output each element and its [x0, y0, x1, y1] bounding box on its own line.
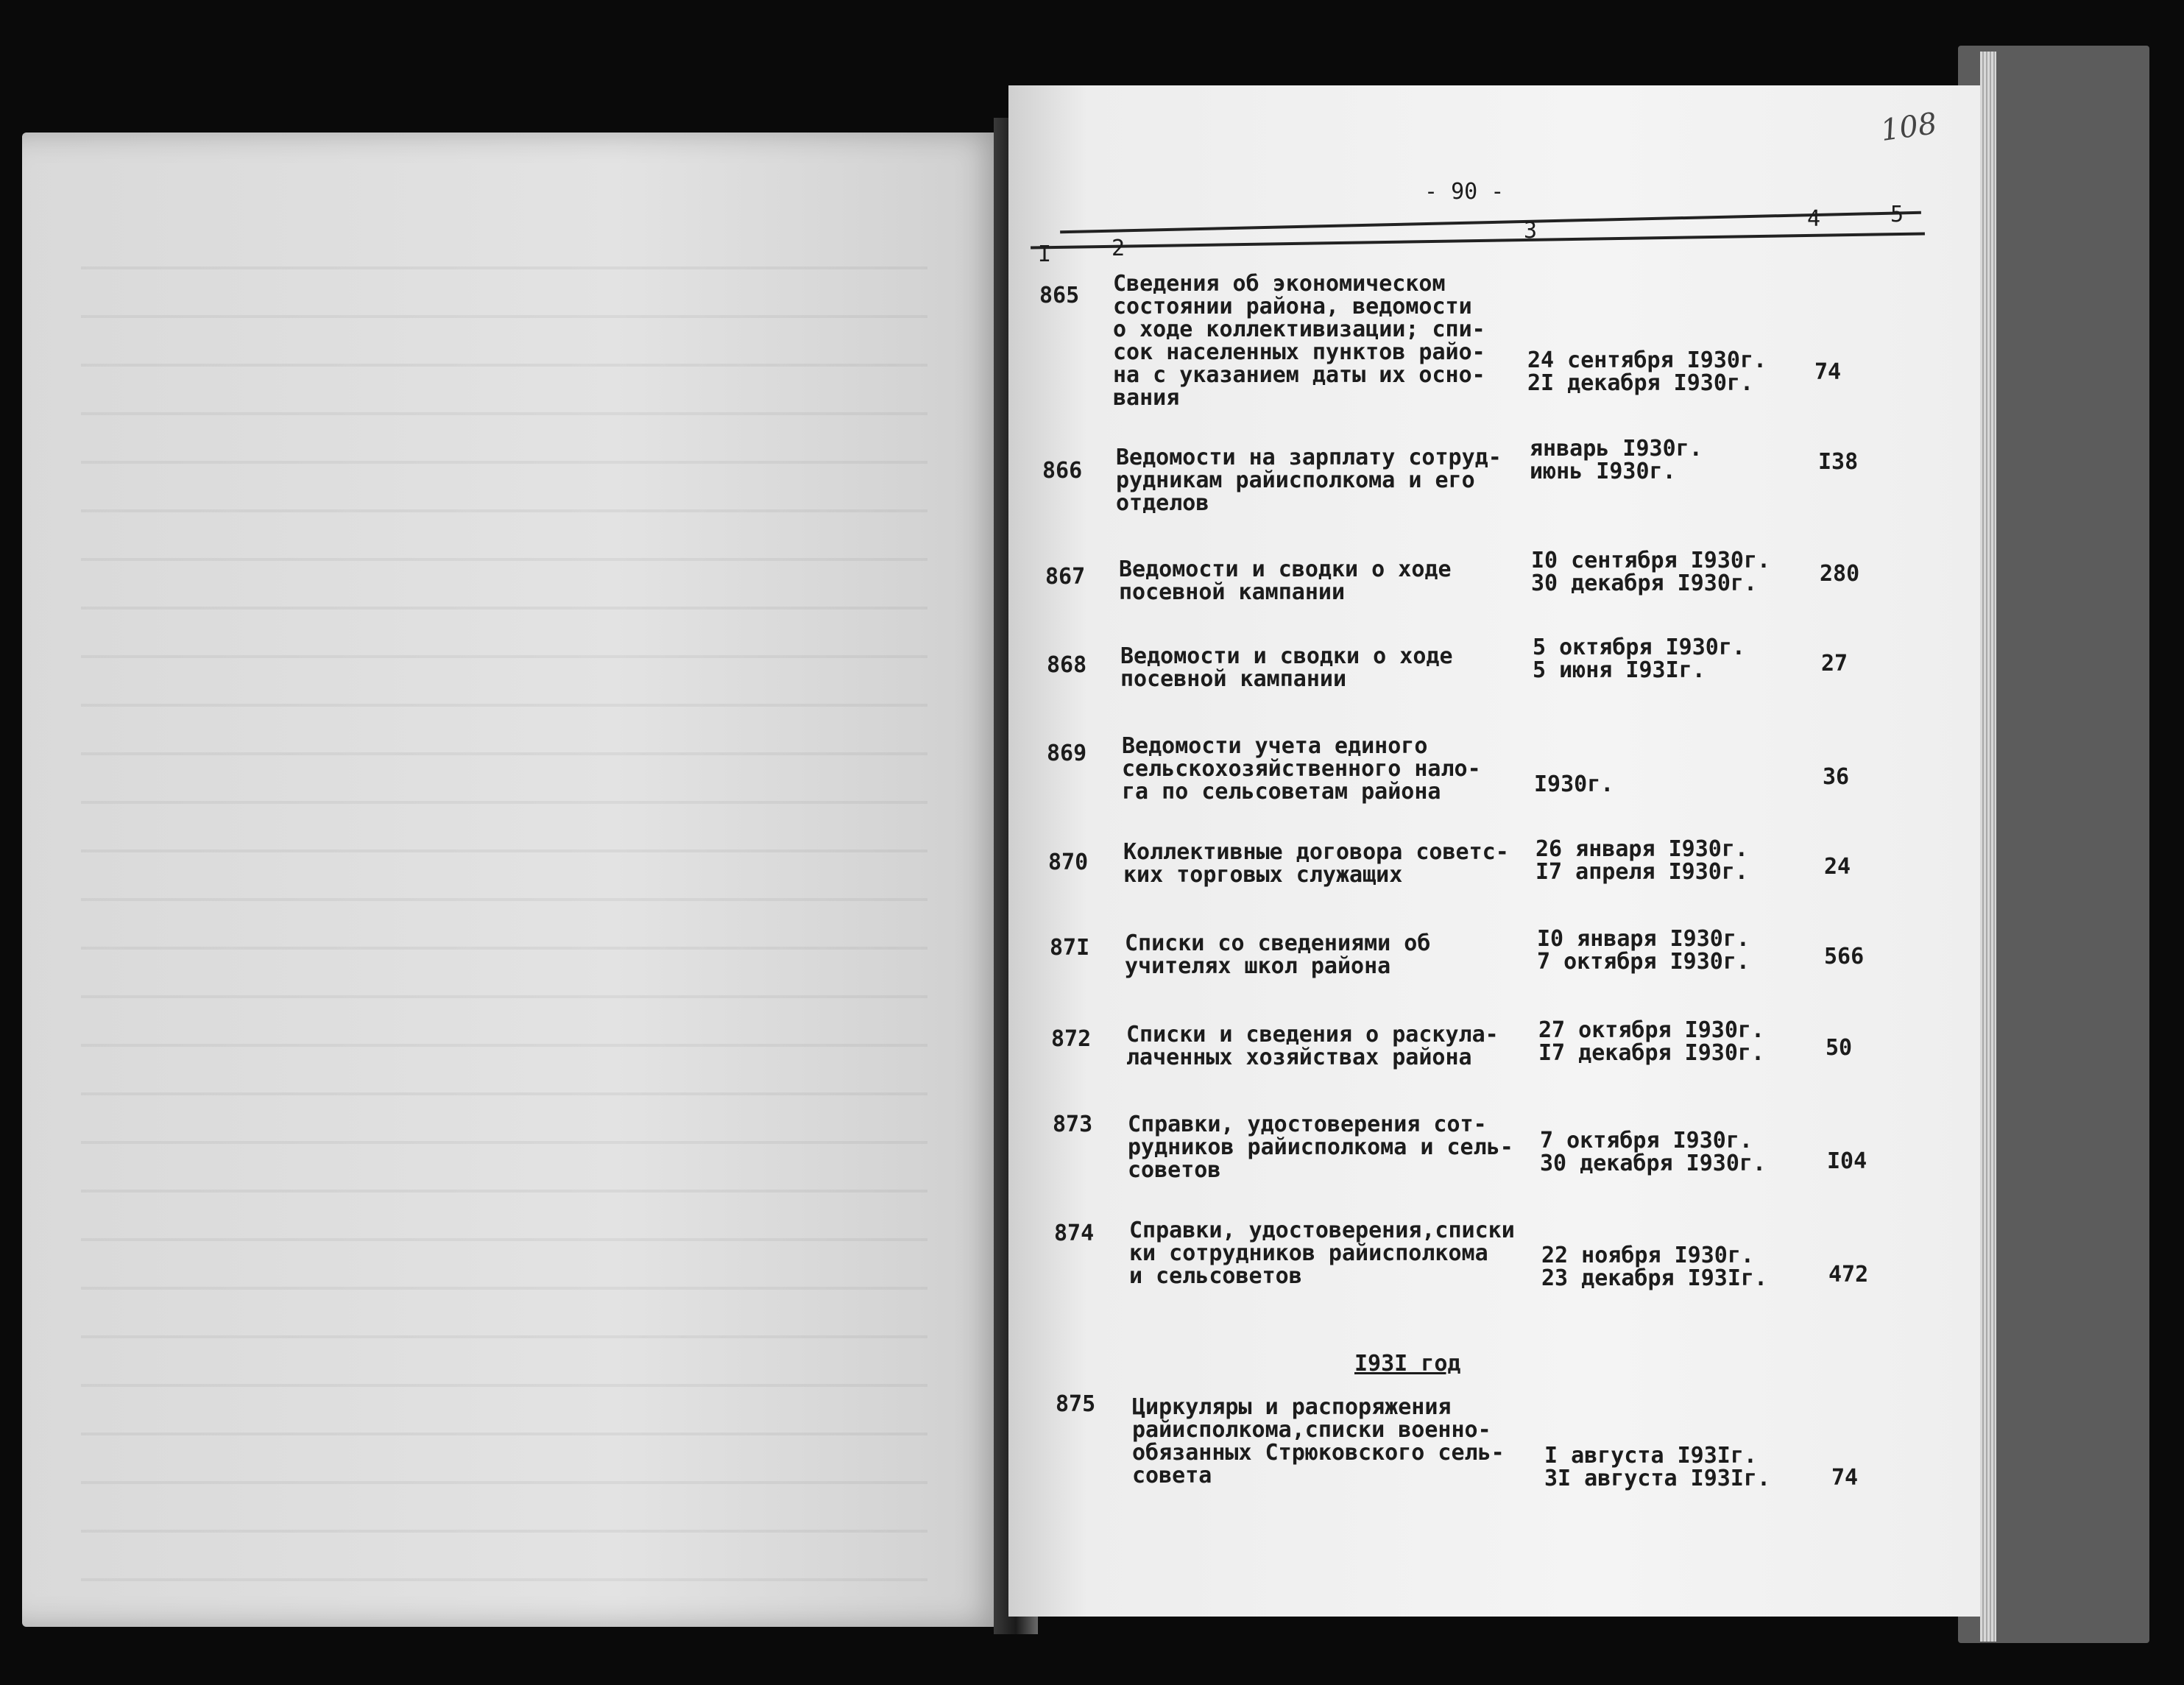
row-dates: I930г.	[1534, 771, 1614, 797]
row-title: Циркуляры и распоряжения райисполкома,списки военно- обязанных Стрюковского сель- совета	[1132, 1394, 1505, 1488]
row-sheets: 472	[1828, 1262, 1869, 1287]
row-dates: I0 января I930г. 7 октября I930г.	[1537, 926, 1750, 975]
row-sheets: 50	[1826, 1035, 1853, 1061]
row-dates: 26 января I930г. I7 апреля I930г.	[1535, 836, 1748, 885]
row-dates: январь I930г. июнь I930г.	[1530, 436, 1703, 484]
row-title: Справки, удостоверения сот- рудников райисполкома и сель- советов	[1128, 1112, 1513, 1183]
column-header-4: 4	[1807, 206, 1821, 232]
column-header-2: 2	[1112, 236, 1125, 261]
row-title: Сведения об экономическом состоянии района, ведомости о ходе коллективизации; спи- сок населенных пунктов райо- на с указанием даты их осно- вания	[1113, 271, 1485, 411]
row-dates: 24 сентября I930г. 2I декабря I930г.	[1527, 347, 1767, 396]
row-title: Списки со сведениями об учителях школ района	[1125, 930, 1431, 979]
row-sheets: 566	[1824, 944, 1865, 969]
row-title: Ведомости учета единого сельскохозяйственного нало- га по сельсоветам района	[1122, 733, 1481, 805]
row-title: Списки и сведения о раскула- лаченных хозяйствах района	[1126, 1022, 1499, 1070]
row-number: 865	[1039, 283, 1080, 308]
left-page	[22, 133, 1008, 1627]
row-sheets: 36	[1823, 764, 1850, 790]
page-number: - 90 -	[1424, 179, 1505, 205]
row-sheets: I38	[1818, 449, 1859, 475]
row-sheets: I04	[1827, 1148, 1867, 1174]
row-title: Ведомости и сводки о ходе посевной кампании	[1119, 557, 1452, 605]
row-title: Коллективные договора советс- ких торговых служащих	[1123, 839, 1509, 888]
row-number: 873	[1053, 1112, 1093, 1137]
row-dates: 27 октября I930г. I7 декабря I930г.	[1538, 1017, 1765, 1066]
row-number: 869	[1047, 741, 1087, 766]
row-number: 874	[1054, 1221, 1095, 1246]
column-header-3: 3	[1524, 218, 1538, 244]
row-title: Справки, удостоверения,списки ки сотрудников райисполкома и сельсоветов	[1129, 1218, 1515, 1289]
row-title: Ведомости и сводки о ходе посевной кампании	[1120, 643, 1453, 692]
bleed-through-text	[81, 221, 927, 1619]
handwritten-page-number: 108	[1879, 106, 1940, 149]
column-header-5: 5	[1890, 202, 1904, 227]
row-sheets: 280	[1820, 561, 1860, 587]
row-number: 875	[1056, 1391, 1096, 1417]
row-number: 870	[1048, 849, 1089, 875]
row-number: 87I	[1050, 935, 1090, 961]
row-dates: 5 октября I930г. 5 июня I93Iг.	[1533, 635, 1745, 683]
row-sheets: 27	[1821, 651, 1848, 677]
row-sheets: 24	[1824, 854, 1851, 880]
row-number: 872	[1051, 1026, 1092, 1052]
section-title-1931: I93I год	[1354, 1351, 1461, 1377]
row-sheets: 74	[1814, 359, 1842, 385]
row-sheets: 74	[1831, 1465, 1859, 1491]
row-dates: 7 октября I930г. 30 декабря I930г.	[1540, 1128, 1767, 1176]
row-dates: 22 ноября I930г. 23 декабря I93Iг.	[1541, 1243, 1768, 1291]
row-number: 868	[1047, 652, 1087, 678]
row-number: 866	[1042, 458, 1083, 484]
column-header-1: I	[1038, 241, 1052, 267]
page-edges	[1980, 52, 1996, 1642]
row-title: Ведомости на зарплату сотруд- рудникам райисполкома и его отделов	[1116, 445, 1502, 516]
row-number: 867	[1045, 564, 1086, 590]
row-dates: I августа I93Iг. 3I августа I93Iг.	[1544, 1443, 1771, 1491]
row-dates: I0 сентября I930г. 30 декабря I930г.	[1531, 548, 1771, 596]
